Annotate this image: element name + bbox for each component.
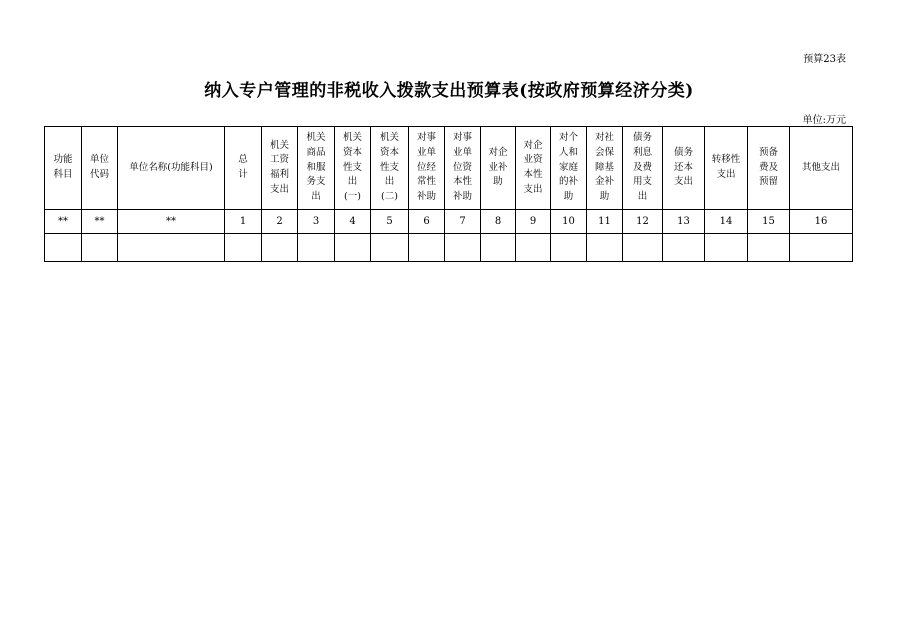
form-code: 预算23表 <box>803 54 846 65</box>
header-cell-unit-name: 单位名称(功能科目) <box>118 127 225 210</box>
header-cell-unit-code: 单位代码 <box>82 127 118 210</box>
index-cell: 14 <box>705 210 748 234</box>
data-cell <box>445 234 481 262</box>
index-cell: 9 <box>516 210 551 234</box>
index-row <box>45 210 853 234</box>
index-cell: 4 <box>335 210 371 234</box>
header-cell-11: 对社会保障基金补助 <box>587 127 623 210</box>
data-cell <box>118 234 225 262</box>
header-cell-5: 机关资本性支出(二) <box>371 127 409 210</box>
header-cell-function-subject: 功能科目 <box>45 127 82 210</box>
page-title: 纳入专户管理的非税收入拨款支出预算表(按政府预算经济分类) <box>204 81 694 101</box>
index-cell: 1 <box>225 210 262 234</box>
header-cell-10: 对个人和家庭的补助 <box>551 127 587 210</box>
header-cell-total: 总计 <box>225 127 262 210</box>
index-cell: 3 <box>298 210 335 234</box>
header-cell-16: 其他支出 <box>790 127 853 210</box>
data-cell <box>516 234 551 262</box>
data-cell <box>409 234 445 262</box>
budget-table <box>44 126 853 262</box>
index-cell: 15 <box>748 210 790 234</box>
header-cell-8: 对企业补助 <box>481 127 516 210</box>
data-cell <box>748 234 790 262</box>
data-cell <box>82 234 118 262</box>
data-cell <box>371 234 409 262</box>
index-cell: 13 <box>663 210 705 234</box>
index-cell: ** <box>45 210 82 234</box>
header-cell-13: 债务还本支出 <box>663 127 705 210</box>
header-cell-15: 预备费及预留 <box>748 127 790 210</box>
unit-label: 单位:万元 <box>802 115 846 126</box>
data-cell <box>262 234 298 262</box>
index-cell: 8 <box>481 210 516 234</box>
data-cell <box>298 234 335 262</box>
index-cell: 10 <box>551 210 587 234</box>
data-cell <box>587 234 623 262</box>
data-cell <box>335 234 371 262</box>
header-cell-2: 机关工资福利支出 <box>262 127 298 210</box>
index-cell: 16 <box>790 210 853 234</box>
index-cell: 12 <box>623 210 663 234</box>
header-cell-7: 对事业单位资本性补助 <box>445 127 481 210</box>
header-cell-14: 转移性支出 <box>705 127 748 210</box>
data-cell <box>45 234 82 262</box>
data-cell <box>790 234 853 262</box>
data-cell <box>623 234 663 262</box>
data-cell <box>705 234 748 262</box>
data-cell <box>551 234 587 262</box>
index-cell: 7 <box>445 210 481 234</box>
data-cell <box>481 234 516 262</box>
header-cell-4: 机关资本性支出(一) <box>335 127 371 210</box>
data-cell <box>225 234 262 262</box>
index-cell: ** <box>82 210 118 234</box>
header-cell-3: 机关商品和服务支出 <box>298 127 335 210</box>
index-cell: 2 <box>262 210 298 234</box>
index-cell: 6 <box>409 210 445 234</box>
header-row <box>45 127 853 210</box>
index-cell: ** <box>118 210 225 234</box>
header-cell-6: 对事业单位经常性补助 <box>409 127 445 210</box>
data-cell <box>663 234 705 262</box>
table-row <box>45 234 853 262</box>
header-cell-12: 债务利息及费用支出 <box>623 127 663 210</box>
index-cell: 5 <box>371 210 409 234</box>
index-cell: 11 <box>587 210 623 234</box>
header-cell-9: 对企业资本性支出 <box>516 127 551 210</box>
